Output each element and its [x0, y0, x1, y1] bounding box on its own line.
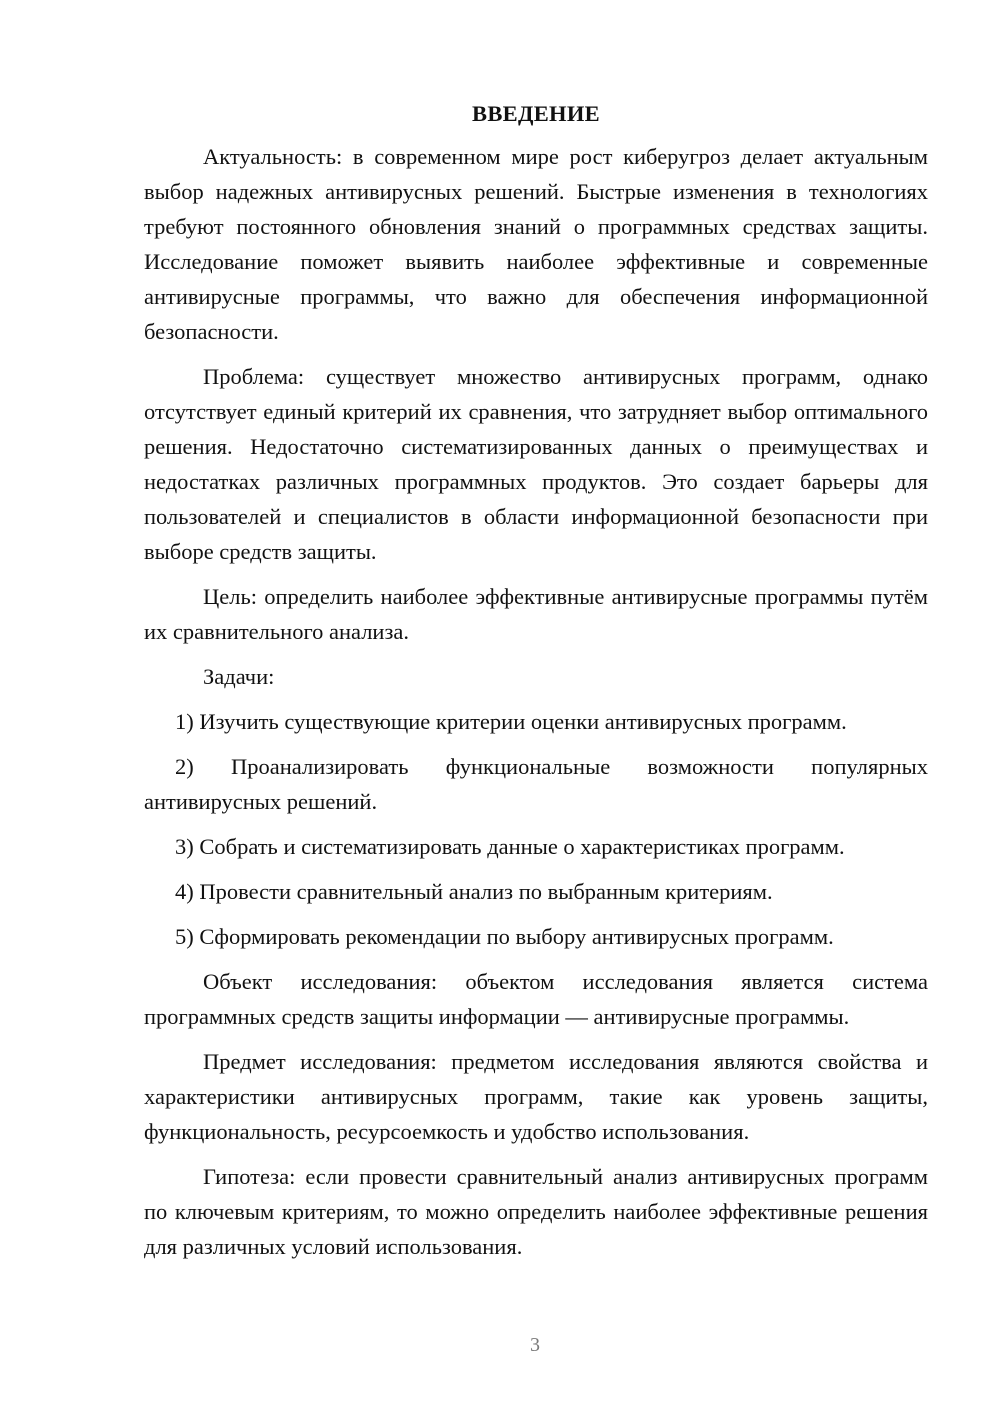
paragraph-subject: Предмет исследования: предметом исследования являются свойства и характеристики антивирусных программ, такие как уровень защиты, функциональность, ресурсоемкость и удобство использования. [144, 1049, 928, 1144]
paragraph-relevance: Актуальность: в современном мире рост киберугроз делает актуальным выбор надежных антивирусных решений. Быстрые изменения в технологиях требуют постоянного обновления знаний о программных средствах защиты. Исследование поможет выявить наиболее эффективные и современные антивирусные программы, что важно для обеспечения информационной безопасности. [144, 144, 928, 344]
task-item: 4) Провести сравнительный анализ по выбранным критериям. [175, 879, 773, 904]
task-item: 5) Сформировать рекомендации по выбору антивирусных программ. [175, 924, 834, 949]
task-item: 2) Проанализировать функциональные возможности популярных антивирусных решений. [144, 754, 928, 814]
paragraph-problem: Проблема: существует множество антивирусных программ, однако отсутствует единый критерий их сравнения, что затрудняет выбор оптимального решения. Недостаточно систематизированных данных о преимуществах и недостатках различных программных продуктов. Это создает барьеры для пользователей и специалистов в области информационной безопасности при выборе средств защиты. [144, 364, 928, 564]
document-page [144, 96, 928, 1274]
paragraph-hypothesis: Гипотеза: если провести сравнительный анализ антивирусных программ по ключевым критериям, то можно определить наиболее эффективные решения для различных условий использования. [144, 1164, 928, 1259]
page-title: ВВЕДЕНИЕ [472, 101, 600, 126]
paragraph-tasks-heading: Задачи: [203, 664, 275, 689]
task-item: 1) Изучить существующие критерии оценки антивирусных программ. [175, 709, 847, 734]
page-number: 3 [530, 1334, 540, 1356]
paragraph-object: Объект исследования: объектом исследования является система программных средств защиты информации — антивирусные программы. [144, 969, 928, 1029]
paragraph-goal: Цель: определить наиболее эффективные антивирусные программы путём их сравнительного анализа. [144, 584, 928, 644]
task-item: 3) Собрать и систематизировать данные о характеристиках программ. [175, 834, 845, 859]
